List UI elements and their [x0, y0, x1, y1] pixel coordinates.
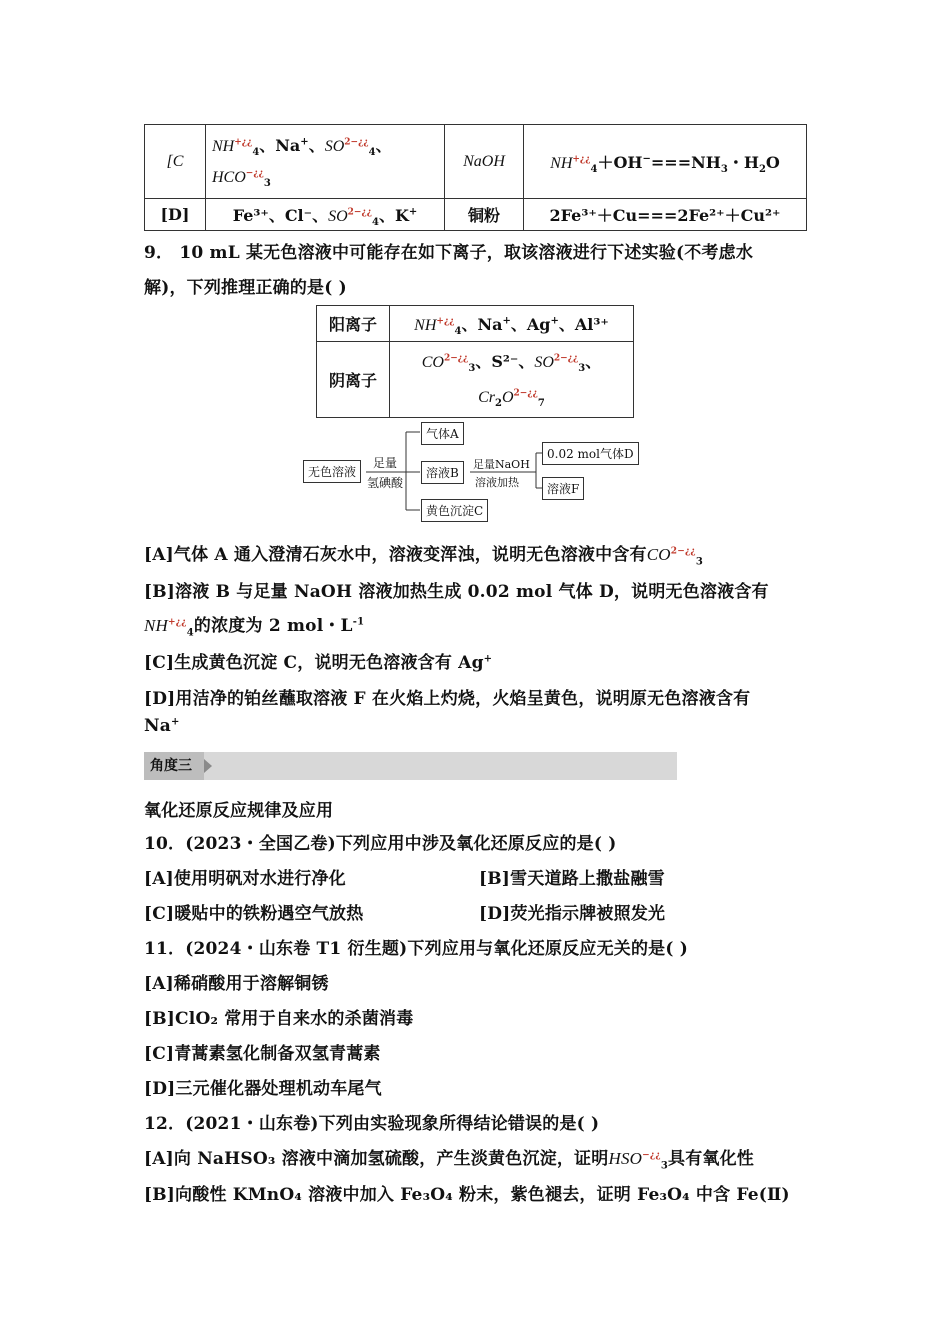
anion-list: $CO^{2-¿¿}_3$、S²⁻、$SO^{2-¿¿}_3$、 $Cr_2O^{2-¿¿}_7$	[390, 342, 634, 418]
q9-stem-line2: 解)，下列推理正确的是( )	[144, 278, 347, 298]
section-heading: 氧化还原反应规律及应用	[144, 801, 334, 821]
precipitate-c-box: 黄色沉淀C	[421, 499, 488, 522]
q9-option-d-line1: [D]用洁净的铂丝蘸取溶液 F 在火焰上灼烧，火焰呈黄色，说明原无色溶液含有	[144, 689, 751, 709]
reagent1-label-top: 足量	[373, 456, 398, 470]
reagent2-label-top: 足量NaOH	[473, 458, 530, 471]
q12-option-b: [B]向酸性 KMnO₄ 溶液中加入 Fe₃O₄ 粉末，紫色褪去，证明 Fe₃O₄ 中含 Fe(Ⅱ)	[144, 1185, 790, 1205]
q12-option-a: [A]向 NaHSO₃ 溶液中滴加氢硫酸，产生淡黄色沉淀，证明$HSO^{-¿¿}_3$具有氧化性	[144, 1149, 754, 1172]
gas-a-box: 气体A	[421, 422, 464, 445]
section-bar	[144, 752, 677, 780]
q12-stem: 12．(2021・山东卷)下列由实验现象所得结论错误的是( )	[144, 1114, 600, 1134]
q10-option-b: [B]雪天道路上撒盐融雪	[479, 869, 665, 889]
row-c-equation: $NH^{+¿¿}_4+OH^-===NH_3$・$H_2O$	[524, 125, 807, 199]
row-c-reagent: NaOH	[445, 125, 524, 199]
q9-stem-line1: 9． 10 mL 某无色溶液中可能存在如下离子，取该溶液进行下述实验(不考虑水	[144, 243, 754, 263]
q11-option-d: [D]三元催化器处理机动车尾气	[144, 1079, 382, 1099]
reagent2-label-bottom: 溶液加热	[475, 476, 519, 489]
row-d-equation: 2Fe³⁺＋Cu===2Fe²⁺＋Cu²⁺	[524, 199, 807, 231]
ion-table-top	[144, 124, 807, 231]
q11-stem: 11．(2024・山东卷 T1 衍生题)下列应用与氧化还原反应无关的是( )	[144, 939, 688, 959]
ion-table-q9	[316, 305, 634, 418]
row-d-label: [D]	[145, 199, 206, 231]
solution-f-box: 溶液F	[542, 477, 584, 500]
q11-option-b: [B]ClO₂ 常用于自来水的杀菌消毒	[144, 1009, 414, 1029]
q11-option-a: [A]稀硝酸用于溶解铜锈	[144, 974, 329, 994]
row-c-label: [C	[145, 125, 206, 199]
solution-b-box: 溶液B	[421, 461, 464, 484]
q10-option-c: [C]暖贴中的铁粉遇空气放热	[144, 904, 364, 924]
q9-option-b-line2: $NH^{+¿¿}_4$的浓度为 2 mol・$L^{-1}$	[144, 616, 365, 639]
q11-option-c: [C]青蒿素氢化制备双氢青蒿素	[144, 1044, 381, 1064]
q10-stem: 10．(2023・全国乙卷)下列应用中涉及氧化还原反应的是( )	[144, 834, 617, 854]
q9-option-a: [A]气体 A 通入澄清石灰水中，溶液变浑浊，说明无色溶液中含有$CO^{2-¿¿}_3$	[144, 545, 704, 568]
q9-option-d-line2: Na+	[144, 716, 180, 736]
cation-label: 阳离子	[317, 306, 390, 342]
q10-option-d: [D]荧光指示牌被照发光	[479, 904, 666, 924]
start-solution-box: 无色溶液	[303, 460, 361, 483]
gas-d-box: 0.02 mol气体D	[542, 442, 639, 465]
q9-option-c: [C]生成黄色沉淀 C，说明无色溶液含有 Ag+	[144, 653, 493, 673]
q9-option-b-line1: [B]溶液 B 与足量 NaOH 溶液加热生成 0.02 mol 气体 D，说明无色溶液含有	[144, 582, 769, 602]
section-tab: 角度三	[144, 752, 204, 780]
anion-label: 阴离子	[317, 342, 390, 418]
row-d-reagent: 铜粉	[445, 199, 524, 231]
experiment-flow-diagram	[300, 418, 660, 526]
play-arrow-icon	[204, 759, 212, 773]
row-d-ions: Fe³⁺、Cl⁻、$SO^{2-¿¿}_4$、K+	[206, 199, 445, 231]
row-c-ions: $NH^{+¿¿}_4$、Na+、$SO^{2-¿¿}_4$、 $HCO^{-¿¿}_3$	[206, 125, 445, 199]
q10-option-a: [A]使用明矾对水进行净化	[144, 869, 346, 889]
cation-list: $NH^{+¿¿}_4$、Na+、Ag+、Al³⁺	[390, 306, 634, 342]
reagent1-label-bottom: 氢碘酸	[367, 476, 404, 490]
